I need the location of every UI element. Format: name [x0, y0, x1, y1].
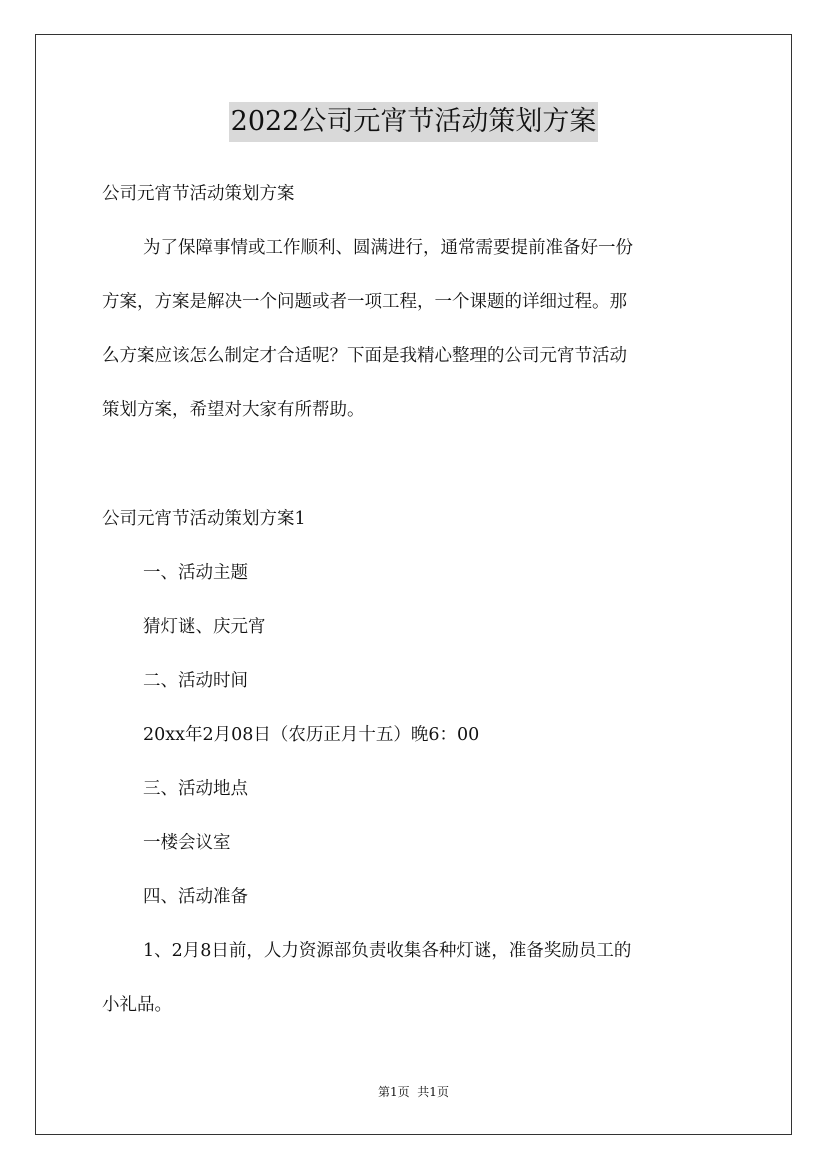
- heading-activity-time: 二、活动时间: [143, 671, 248, 691]
- intro-line-1: 为了保障事情或工作顺利、圆满进行，通常需要提前准备好一份: [143, 238, 633, 258]
- activity-theme-text: 猜灯谜、庆元宵: [143, 617, 266, 637]
- preparation-item-1-continuation: 小礼品。: [102, 995, 172, 1015]
- heading-activity-preparation: 四、活动准备: [143, 887, 248, 907]
- intro-line-3: 么方案应该怎么制定才合适呢？下面是我精心整理的公司元宵节活动: [102, 346, 627, 366]
- activity-time-text: 20xx年2月08日（农历正月十五）晚6：00: [143, 725, 480, 745]
- section-heading: 公司元宵节活动策划方案1: [102, 509, 306, 529]
- intro-line-4: 策划方案，希望对大家有所帮助。: [102, 400, 365, 420]
- document-title: 2022公司元宵节活动策划方案: [229, 102, 599, 142]
- activity-location-text: 一楼会议室: [143, 833, 231, 853]
- heading-activity-theme: 一、活动主题: [143, 563, 248, 583]
- title-container: [0, 102, 827, 142]
- intro-line-2: 方案，方案是解决一个问题或者一项工程，一个课题的详细过程。那: [102, 292, 627, 312]
- heading-activity-location: 三、活动地点: [143, 779, 248, 799]
- document-subtitle: 公司元宵节活动策划方案: [102, 184, 295, 204]
- page-footer: 第1页 共1页: [378, 1085, 449, 1099]
- preparation-item-1: 1、2月8日前，人力资源部负责收集各种灯谜，准备奖励员工的: [143, 941, 632, 961]
